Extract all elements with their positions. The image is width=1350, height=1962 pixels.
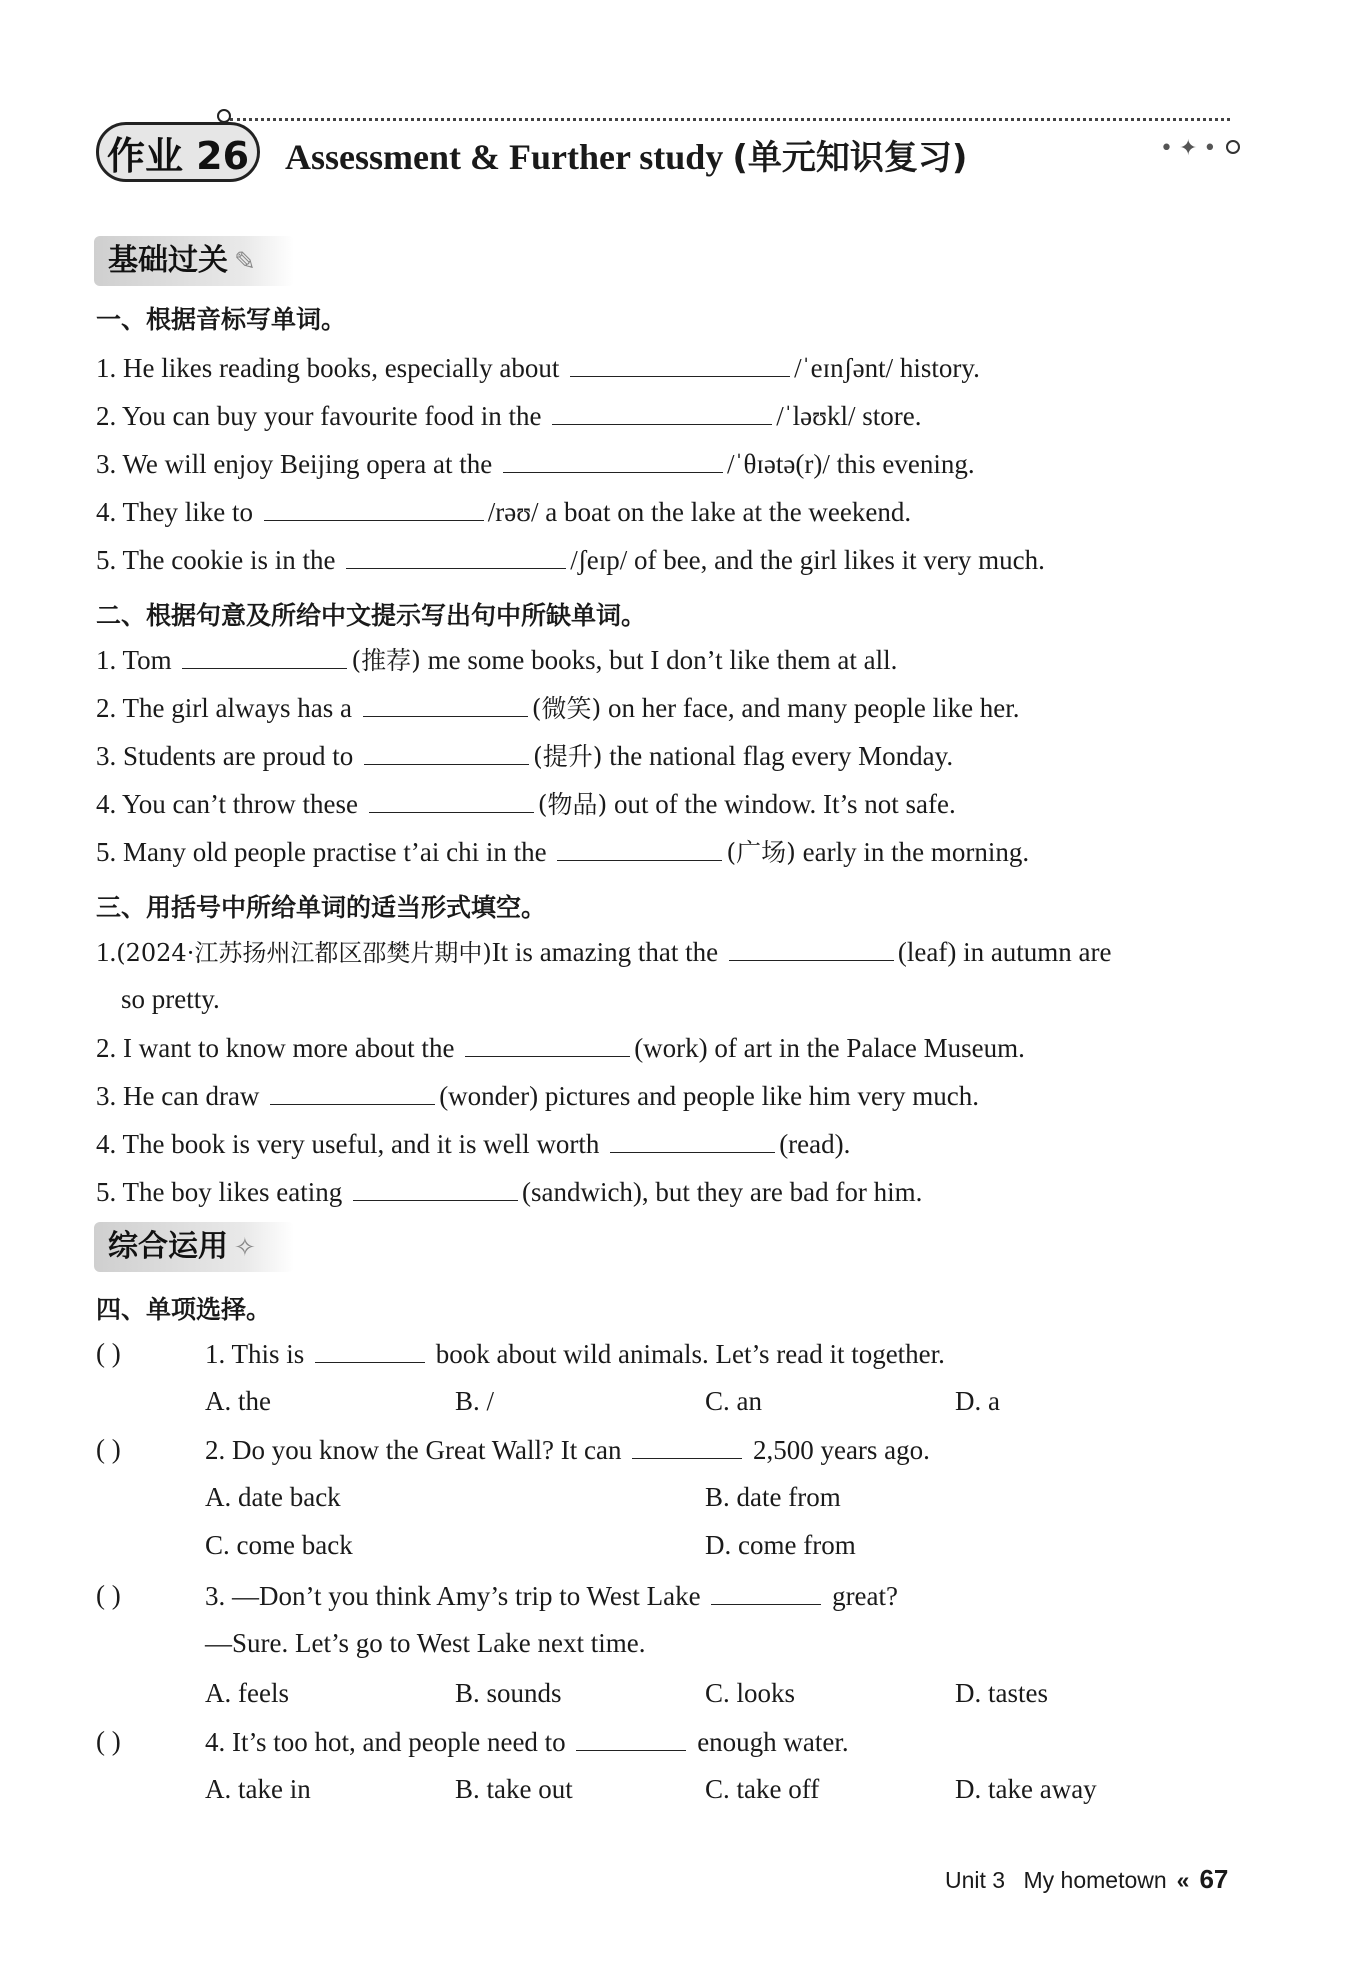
part1-heading: 一、根据音标写单词。 [96, 305, 347, 334]
question-text: 5. The cookie is in the [96, 545, 336, 575]
mc3-option-c[interactable]: C. looks [705, 1678, 796, 1708]
part1-question-2 [96, 398, 921, 433]
question-text: (sandwich), but they are bad for him. [521, 1177, 923, 1207]
mc3-option-a[interactable]: A. feels [205, 1678, 289, 1708]
page-footer [945, 1864, 1228, 1895]
page-number: 67 [1199, 1864, 1229, 1894]
question-text: 2,500 years ago. [752, 1435, 930, 1465]
mc1-option-c[interactable]: C. an [705, 1386, 762, 1416]
answer-blank[interactable] [315, 1336, 425, 1363]
part1-question-1 [96, 350, 980, 385]
answer-blank[interactable] [711, 1578, 821, 1605]
mc-question-3-reply: —Sure. Let’s go to West Lake next time. [205, 1628, 646, 1658]
header-dotted-line [230, 118, 1230, 121]
section-basic-label: 基础过关 [108, 243, 228, 278]
part2-question-4 [96, 786, 956, 822]
question-text: 3. He can draw [96, 1081, 260, 1111]
question-number: 1. [96, 937, 117, 967]
question-text: 5. Many old people practise t’ai chi in the [96, 837, 547, 867]
part3-question-1-continued: so pretty. [121, 984, 220, 1014]
answer-blank[interactable] [552, 398, 772, 425]
answer-blank[interactable] [363, 690, 528, 717]
question-text: 2. The girl always has a [96, 693, 352, 723]
question-text: 3. Students are proud to [96, 741, 354, 771]
part1-question-4 [96, 494, 911, 529]
part2-question-2 [96, 690, 1020, 726]
question-text: 2. You can buy your favourite food in the [96, 401, 542, 431]
part1-question-5 [96, 542, 1045, 577]
chevron-left-icon: « [1176, 1867, 1190, 1893]
part3-question-2 [96, 1030, 1025, 1065]
question-text: 4. You can’t throw these [96, 789, 358, 819]
badge-dot [217, 109, 231, 123]
part3-question-3 [96, 1078, 979, 1113]
question-text: It is amazing that the [491, 937, 719, 967]
part2-question-5 [96, 834, 1029, 870]
question-text: (read). [779, 1129, 851, 1159]
question-text: great? [832, 1581, 899, 1611]
question-text: (work) of art in the Palace Museum. [634, 1033, 1025, 1063]
mc2-option-d[interactable]: D. come from [705, 1530, 856, 1560]
title-english: Assessment & Further study [285, 137, 724, 177]
mc2-option-b[interactable]: B. date from [705, 1482, 841, 1512]
question-text: /ʃeɪp/ of bee, and the girl likes it very much. [570, 545, 1045, 575]
mc-question-3 [205, 1578, 898, 1613]
answer-blank[interactable] [729, 934, 894, 961]
answer-bracket-4[interactable]: ( ) [96, 1726, 121, 1756]
question-text: /rəʊ/ a boat on the lake at the weekend. [487, 497, 912, 527]
question-text: (wonder) pictures and people like him very much. [439, 1081, 980, 1111]
question-text: 3. —Don’t you think Amy’s trip to West Lake [205, 1581, 701, 1611]
answer-blank[interactable] [503, 446, 723, 473]
answer-blank[interactable] [610, 1126, 775, 1153]
page-title [285, 130, 967, 179]
mc-question-4 [205, 1724, 849, 1759]
title-chinese: (单元知识复习) [732, 138, 968, 178]
mc4-option-c[interactable]: C. take off [705, 1774, 820, 1804]
question-text: 1. This is [205, 1339, 305, 1369]
chinese-hint: (提升) [532, 742, 603, 771]
answer-blank[interactable] [369, 786, 534, 813]
chinese-hint: (物品) [537, 790, 608, 819]
question-text: /ˈeɪnʃənt/ history. [794, 353, 980, 383]
pencil-icon: ✎ [234, 247, 256, 277]
footer-unit: Unit 3 [945, 1867, 1006, 1893]
answer-bracket-2[interactable]: ( ) [96, 1434, 121, 1464]
answer-blank[interactable] [264, 494, 484, 521]
question-text: out of the window. It’s not safe. [614, 789, 956, 819]
question-text: 3. We will enjoy Beijing opera at the [96, 449, 493, 479]
answer-blank[interactable] [465, 1030, 630, 1057]
mc4-option-a[interactable]: A. take in [205, 1774, 311, 1804]
section-comprehensive-label: 综合运用 [108, 1229, 228, 1264]
mc2-option-a[interactable]: A. date back [205, 1482, 341, 1512]
part4-heading: 四、单项选择。 [96, 1295, 272, 1324]
answer-blank[interactable] [576, 1724, 686, 1751]
answer-blank[interactable] [570, 350, 790, 377]
mc1-option-b[interactable]: B. / [455, 1386, 495, 1416]
question-text: early in the morning. [802, 837, 1030, 867]
answer-blank[interactable] [353, 1174, 518, 1201]
mc-question-1 [205, 1336, 945, 1371]
question-text: 2. Do you know the Great Wall? It can [205, 1435, 622, 1465]
question-source: (2024·江苏扬州江都区邵樊片期中) [116, 939, 492, 967]
part2-question-3 [96, 738, 953, 774]
mc4-option-d[interactable]: D. take away [955, 1774, 1097, 1804]
section-tag-basic [94, 236, 294, 286]
chinese-hint: (广场) [726, 838, 796, 867]
chinese-hint: (推荐) [351, 646, 421, 675]
homework-badge [96, 122, 260, 182]
homework-badge-label: 作业 26 [106, 133, 250, 178]
question-text: 2. I want to know more about the [96, 1033, 455, 1063]
question-text: 4. It’s too hot, and people need to [205, 1727, 566, 1757]
mc1-option-a[interactable]: A. the [205, 1386, 271, 1416]
answer-blank[interactable] [632, 1432, 742, 1459]
answer-blank[interactable] [557, 834, 722, 861]
part2-question-1 [96, 642, 897, 678]
mc3-option-d[interactable]: D. tastes [955, 1678, 1048, 1708]
question-text: 5. The boy likes eating [96, 1177, 343, 1207]
question-text: 1. Tom [96, 645, 172, 675]
question-text: /ˈθɪətə(r)/ this evening. [726, 449, 975, 479]
question-text: (leaf) in autumn are [897, 937, 1112, 967]
part3-question-5 [96, 1174, 922, 1209]
question-text: /ˈləʊkl/ store. [776, 401, 922, 431]
question-text: 1. He likes reading books, especially about [96, 353, 560, 383]
answer-blank[interactable] [182, 642, 347, 669]
question-text: the national flag every Monday. [609, 741, 954, 771]
question-text: enough water. [697, 1727, 849, 1757]
chinese-hint: (微笑) [531, 694, 602, 723]
answer-blank[interactable] [364, 738, 529, 765]
mc2-option-c[interactable]: C. come back [205, 1530, 353, 1560]
question-text: 4. The book is very useful, and it is well worth [96, 1129, 600, 1159]
question-text: on her face, and many people like her. [607, 693, 1020, 723]
mc1-option-d[interactable]: D. a [955, 1386, 1000, 1416]
part3-question-1 [96, 934, 1112, 970]
part3-heading: 三、用括号中所给单词的适当形式填空。 [96, 893, 547, 922]
question-text: book about wild animals. Let’s read it together. [435, 1339, 945, 1369]
answer-bracket-1[interactable]: ( ) [96, 1338, 121, 1368]
footer-topic: My hometown [1023, 1867, 1167, 1893]
question-text: me some books, but I don’t like them at all. [427, 645, 898, 675]
part2-heading: 二、根据句意及所给中文提示写出句中所缺单词。 [96, 601, 647, 630]
section-tag-comprehensive [94, 1222, 294, 1272]
circle-icon [1226, 140, 1240, 154]
part3-question-4 [96, 1126, 850, 1161]
answer-bracket-3[interactable]: ( ) [96, 1580, 121, 1610]
mc-question-2 [205, 1432, 930, 1467]
answer-blank[interactable] [346, 542, 566, 569]
star-icon: ✧ [234, 1233, 256, 1263]
mc3-option-b[interactable]: B. sounds [455, 1678, 562, 1708]
question-text: 4. They like to [96, 497, 253, 527]
sparkle-icon: •✦• [1160, 136, 1223, 161]
answer-blank[interactable] [270, 1078, 435, 1105]
mc4-option-b[interactable]: B. take out [455, 1774, 573, 1804]
part1-question-3 [96, 446, 975, 481]
